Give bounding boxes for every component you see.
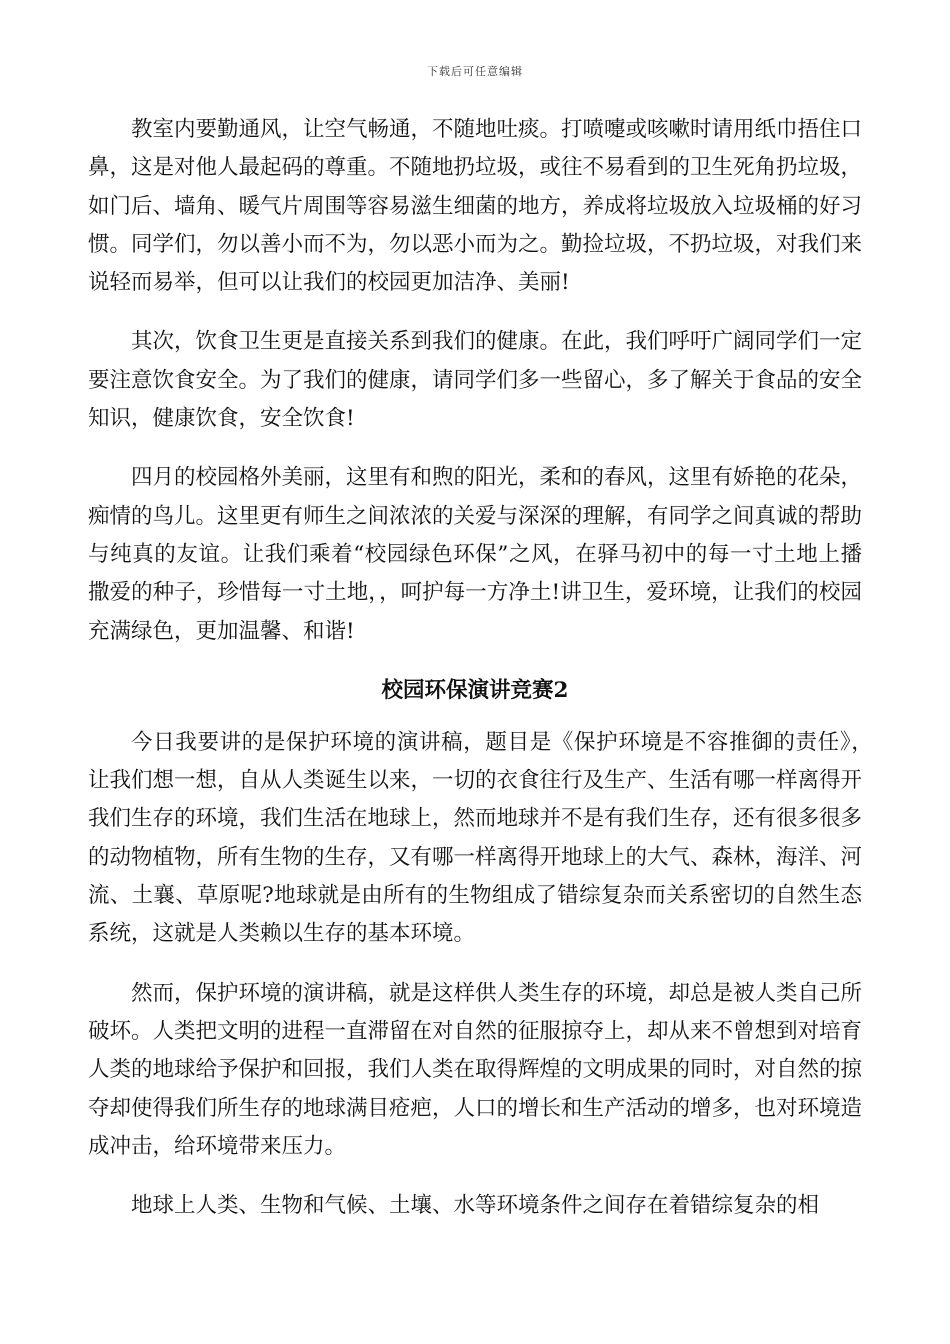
download-note: 下载后可任意编辑 (427, 65, 523, 78)
section-title: 校园环保演讲竞赛2 (381, 677, 569, 703)
paragraph-april-campus: 四月的校园格外美丽，这里有和煦的阳光，柔和的春风，这里有娇艳的花朵，痴情的鸟儿。这里更有师生之间浓浓的关爱与深深的理解，有同学之间真诚的帮助与纯真的友谊。让我们乘着“校园绿色环保”之风，在驿马初中的每一寸土地上播撒爱的种子，珍惜每一寸土地，，呵护每一方净土!讲卫生，爱环境，让我们的校园充满绿色，更加温馨、和谐! (88, 465, 863, 644)
paragraph-food-safety: 其次，饮食卫生更是直接关系到我们的健康。在此，我们呼吁广阔同学们一定要注意饮食安全。为了我们的健康，请同学们多一些留心，多了解关于食品的安全知识，健康饮食，安全饮食! (88, 329, 863, 432)
document-body (88, 111, 884, 1246)
paragraph-protect-environment: 今日我要讲的是保护环境的演讲稿，题目是《保护环境是不容推御的责任》， 让我们想一想，自从人类诞生以来，一切的衣食往行及生产、生活有哪一样离得开我们生存的环境，我们生活在地球上，然而地球并不是有我们生存，还有很多很多的动物植物，所有生物的生存，又有哪一样离得开地球上的大气、森林，海洋、河流、土襄、草原呢?地球就是由所有的生物组成了错综复杂而关系密切的自然生态系统，这就是人类赖以生存的基本环境。 (88, 729, 884, 947)
paragraph-ventilation-hygiene: 教室内要勤通风，让空气畅通，不随地吐痰。打喷嚏或咳嗽时请用纸巾捂住口鼻，这是对他人最起码的尊重。不随地扔垃圾，或往不易看到的卫生死角扔垃圾，如门后、墙角、暖气片周围等容易滋生细菌的地方，养成将垃圾放入垃圾桶的好习惯。同学们，勿以善小而不为，勿以恶小而为之。勤捡垃圾，不扔垃圾，对我们来说轻而易举，但可以让我们的校园更加洁净、美丽! (88, 117, 863, 296)
paragraph-ecosystem-relations: 地球上人类、生物和气候、土壤、水等环境条件之间存在着错综复杂的相 (131, 1193, 820, 1219)
paragraph-human-destruction: 然而，保护环境的演讲稿，就是这样供人类生存的环境，却总是被人类自己所破坏。人类把文明的进程一直滞留在对自然的征服掠夺上，却从来不曾想到对培育人类的地球给予保护和回报，我们人类在取得辉煌的文明成果的同时，对自然的掠夺却使得我们所生存的地球满目疮疤，人口的增长和生产活动的增多，也对环境造成冲击，给环境带来压力。 (88, 980, 863, 1159)
